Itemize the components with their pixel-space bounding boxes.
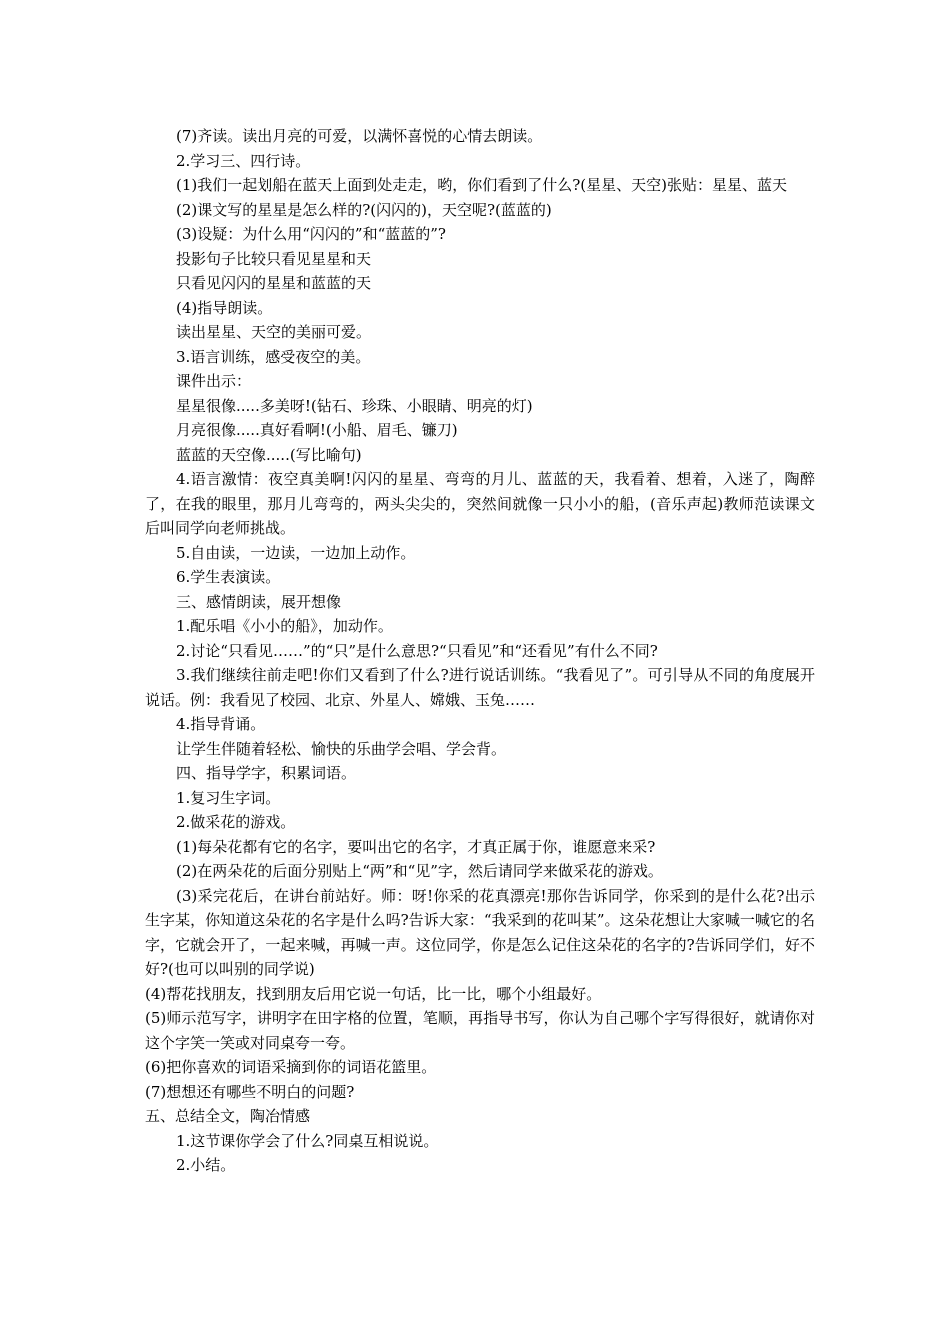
paragraph: 1.配乐唱《小小的船》，加动作。	[176, 617, 393, 635]
document-body	[145, 124, 815, 1178]
paragraph: (1)我们一起划船在蓝天上面到处走走，哟，你们看到了什么?(星星、天空)张贴：星星、蓝天	[176, 176, 787, 194]
paragraph: 4.指导背诵。	[176, 715, 266, 733]
paragraph: (2)在两朵花的后面分别贴上“两”和“见”字，然后请同学来做采花的游戏。	[176, 862, 663, 880]
section-heading: 三、感情朗读，展开想像	[176, 592, 342, 611]
paragraph: 2.小结。	[176, 1156, 236, 1174]
paragraph: 5.自由读，一边读，一边加上动作。	[176, 543, 416, 562]
paragraph: 2.做采花的游戏。	[176, 813, 296, 831]
paragraph: 1.复习生字词。	[176, 788, 281, 807]
paragraph: 投影句子比较只看见星星和天	[176, 249, 372, 268]
paragraph: 2.讨论“只看见……”的“只”是什么意思?“只看见”和“还看见”有什么不同?	[176, 641, 658, 660]
paragraph: 2.学习三、四行诗。	[176, 151, 311, 170]
paragraph: 读出星星、天空的美丽可爱。	[176, 323, 372, 341]
paragraph: (7)齐读。读出月亮的可爱，以满怀喜悦的心情去朗读。	[176, 127, 543, 145]
section-heading: 五、总结全文，陶冶情感	[145, 1107, 311, 1125]
paragraph: (2)课文写的星星是怎么样的?(闪闪的)，天空呢?(蓝蓝的)	[176, 200, 552, 219]
paragraph: (5)师示范写字，讲明字在田字格的位置，笔顺，再指导书写，你认为自己哪个字写得很好，就请你对这个字笑一笑或对同桌夸一夸。	[145, 1009, 815, 1052]
paragraph: 1.这节课你学会了什么?同桌互相说说。	[176, 1131, 439, 1150]
paragraph: 月亮很像.....真好看啊!(小船、眉毛、镰刀)	[176, 421, 458, 439]
paragraph: (4)帮花找朋友，找到朋友后用它说一句话，比一比，哪个小组最好。	[145, 984, 602, 1003]
paragraph: 课件出示：	[176, 372, 252, 390]
section-heading: 四、指导学字，积累词语。	[176, 764, 357, 782]
paragraph: 让学生伴随着轻松、愉快的乐曲学会唱、学会背。	[176, 739, 507, 758]
paragraph: 只看见闪闪的星星和蓝蓝的天	[176, 274, 372, 292]
paragraph: 3.我们继续往前走吧!你们又看到了什么?进行说话训练。“我看见了”。可引导从不同的角度展开说话。例：我看见了校园、北京、外星人、嫦娥、玉兔……	[145, 666, 815, 709]
paragraph: 星星很像.....多美呀!(钻石、珍珠、小眼睛、明亮的灯)	[176, 396, 533, 415]
paragraph: (3)采完花后，在讲台前站好。师：呀!你采的花真漂亮!那你告诉同学，你采到的是什么花?出示生字某，你知道这朵花的名字是什么吗?告诉大家：“我采到的花叫某”。这朵花想让大家喊一喊它的名字，它就会开了，一起来喊，再喊一声。这位同学，你是怎么记住这朵花的名字的?告诉同学们，好不好?(也可以叫别的同学说)	[145, 886, 815, 978]
paragraph: (6)把你喜欢的词语采摘到你的词语花篮里。	[145, 1058, 437, 1076]
paragraph: 3.语言训练，感受夜空的美。	[176, 347, 371, 366]
paragraph: (3)设疑：为什么用“闪闪的”和“蓝蓝的”?	[176, 225, 446, 243]
paragraph: 6.学生表演读。	[176, 568, 281, 586]
paragraph: (1)每朵花都有它的名字，要叫出它的名字，才真正属于你，谁愿意来采?	[176, 837, 656, 856]
paragraph: 4.语言激情：夜空真美啊!闪闪的星星、弯弯的月儿、蓝蓝的天，我看着、想着，入迷了，陶醉了，在我的眼里，那月儿弯弯的，两头尖尖的，突然间就像一只小小的船，(音乐声起)教师范读课文后叫同学向老师挑战。	[145, 470, 815, 537]
paragraph: 蓝蓝的天空像.....(写比喻句)	[176, 445, 362, 464]
paragraph: (7)想想还有哪些不明白的问题?	[145, 1082, 355, 1101]
paragraph: (4)指导朗读。	[176, 298, 273, 317]
